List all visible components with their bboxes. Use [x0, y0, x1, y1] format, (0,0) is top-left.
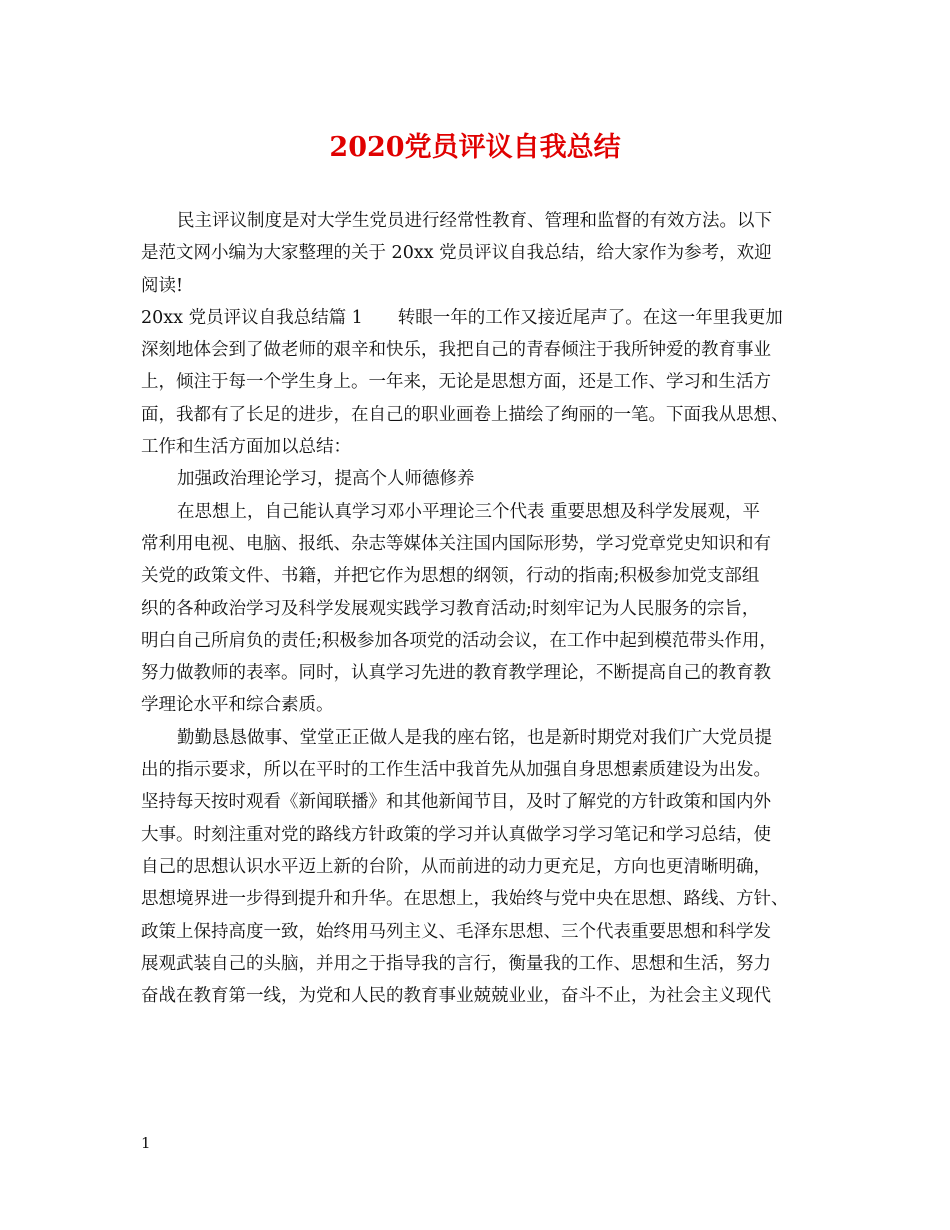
paragraph-line: 深刻地体会到了做老师的艰辛和快乐，我把自己的青春倾注于我所钟爱的教育事业	[141, 340, 771, 361]
paragraph-line: 关党的政策文件、书籍，并把它作为思想的纲领，行动的指南;积极参加党支部组	[141, 566, 760, 587]
section-heading: 加强政治理论学习，提高个人师德修养	[177, 469, 475, 490]
paragraph-line: 20xx 党员评议自我总结篇 1 转眼一年的工作又接近尾声了。在这一年里我更加	[141, 307, 783, 328]
paragraph-line: 阅读!	[141, 275, 184, 296]
paragraph-line: 展观武装自己的头脑，并用之于指导我的言行，衡量我的工作、思想和生活，努力	[141, 953, 771, 974]
paragraph-line: 民主评议制度是对大学生党员进行经常性教育、管理和监督的有效方法。以下	[177, 211, 772, 231]
page-number: 1	[141, 1134, 151, 1152]
document-body	[141, 205, 811, 1012]
paragraph-line: 思想境界进一步得到提升和升华。在思想上，我始终与党中央在思想、路线、方针、	[141, 889, 789, 910]
paragraph-line: 努力做教师的表率。同时，认真学习先进的教育教学理论，不断提高自己的教育教	[141, 663, 771, 684]
paragraph-line: 明白自己所肩负的责任;积极参加各项党的活动会议，在工作中起到模范带头作用，	[141, 630, 777, 651]
document-title: 2020党员评议自我总结	[329, 132, 621, 163]
paragraph-line: 政策上保持高度一致，始终用马列主义、毛泽东思想、三个代表重要思想和科学发	[141, 921, 771, 942]
paragraph-line: 大事。时刻注重对党的路线方针政策的学习并认真做学习学习笔记和学习总结，使	[141, 824, 771, 845]
paragraph-line: 面，我都有了长足的进步，在自己的职业画卷上描绘了绚丽的一笔。下面我从思想、	[141, 404, 789, 425]
paragraph-line: 在思想上，自己能认真学习邓小平理论三个代表 重要思想及科学发展观，平	[177, 501, 761, 522]
paragraph-line: 坚持每天按时观看《新闻联播》和其他新闻节目，及时了解党的方针政策和国内外	[141, 792, 771, 813]
paragraph-line: 自己的思想认识水平迈上新的台阶，从而前进的动力更充足，方向也更清晰明确，	[141, 856, 771, 877]
paragraph-line: 工作和生活方面加以总结：	[141, 437, 351, 458]
paragraph-line: 学理论水平和综合素质。	[141, 695, 334, 716]
paragraph-line: 出的指示要求，所以在平时的工作生活中我首先从加强自身思想素质建设为出发。	[141, 760, 771, 781]
paragraph-line: 常利用电视、电脑、报纸、杂志等媒体关注国内国际形势，学习党章党史知识和有	[141, 533, 771, 554]
paragraph-line: 勤勤恳恳做事、堂堂正正做人是我的座右铭，也是新时期党对我们广大党员提	[177, 727, 772, 748]
paragraph-line: 上，倾注于每一个学生身上。一年来，无论是思想方面，还是工作、学习和生活方	[141, 372, 771, 393]
paragraph-line: 奋战在教育第一线，为党和人民的教育事业兢兢业业，奋斗不止，为社会主义现代	[141, 986, 771, 1007]
paragraph-line: 是范文网小编为大家整理的关于 20xx 党员评议自我总结，给大家作为参考，欢迎	[141, 243, 772, 264]
paragraph-line: 织的各种政治学习及科学发展观实践学习教育活动;时刻牢记为人民服务的宗旨，	[141, 598, 760, 619]
